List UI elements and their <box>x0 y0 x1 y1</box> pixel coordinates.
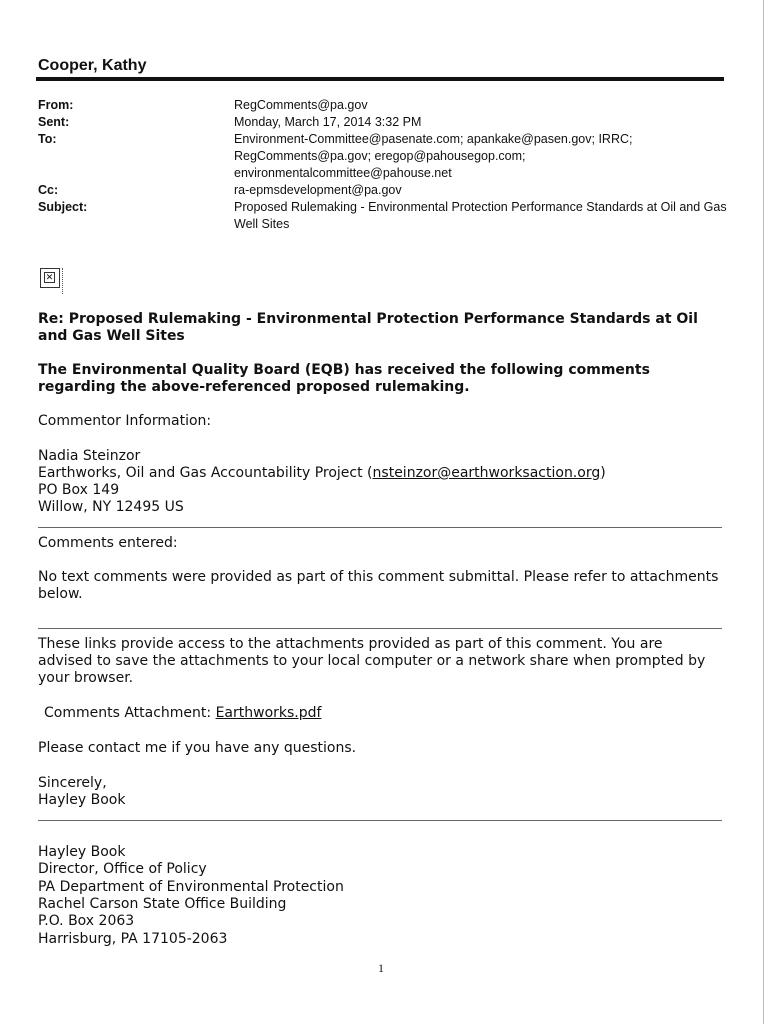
commentor-email-link[interactable]: nsteinzor@earthworksaction.org <box>372 465 601 481</box>
cc-label: Cc: <box>38 183 59 197</box>
attachment-line <box>44 705 321 722</box>
re-heading-line2: and Gas Well Sites <box>38 328 185 344</box>
section-divider <box>38 628 722 629</box>
sent-value: Monday, March 17, 2014 3:32 PM <box>234 115 422 129</box>
commentor-heading: Commentor Information: <box>38 413 212 429</box>
section-divider <box>38 527 722 528</box>
to-value-line1: Environment-Committee@pasenate.com; apankake@pasen.gov; IRRC; <box>234 132 633 146</box>
page-number: 1 <box>378 961 384 975</box>
sent-label: Sent: <box>38 115 70 129</box>
sender-name: Cooper, Kathy <box>38 57 147 74</box>
attachment-label: Comments Attachment: <box>44 705 216 721</box>
eqb-notice-line1: The Environmental Quality Board (EQB) has received the following comments <box>38 362 650 378</box>
to-value-line2: RegComments@pa.gov; eregop@pahousegop.com; <box>234 149 526 163</box>
signature-divider <box>38 820 722 821</box>
header-divider <box>36 77 724 81</box>
subject-value-line2: Well Sites <box>234 217 290 231</box>
links-notice-line1: These links provide access to the attachments provided as part of this comment. You are <box>38 636 663 652</box>
comments-heading: Comments entered: <box>38 535 178 551</box>
subject-value-line1: Proposed Rulemaking - Environmental Protection Performance Standards at Oil and Gas <box>234 200 727 214</box>
re-heading-line1: Re: Proposed Rulemaking - Environmental Protection Performance Standards at Oil <box>38 311 698 327</box>
image-placeholder-edge <box>62 268 66 294</box>
from-label: From: <box>38 98 74 112</box>
commentor-org <box>38 465 606 482</box>
signature-name: Hayley Book <box>38 844 126 860</box>
no-text-notice-line2: below. <box>38 586 83 602</box>
signature-city: Harrisburg, PA 17105-2063 <box>38 931 228 947</box>
commentor-po-box: PO Box 149 <box>38 482 120 498</box>
signature-building: Rachel Carson State Office Building <box>38 896 287 912</box>
commentor-org-close: ) <box>600 465 606 481</box>
commentor-name: Nadia Steinzor <box>38 448 141 464</box>
from-value: RegComments@pa.gov <box>234 98 368 112</box>
closing-name: Hayley Book <box>38 792 126 808</box>
to-label: To: <box>38 132 57 146</box>
commentor-city: Willow, NY 12495 US <box>38 499 184 515</box>
cc-value: ra-epmsdevelopment@pa.gov <box>234 183 402 197</box>
to-value-line3: environmentalcommittee@pahouse.net <box>234 166 452 180</box>
scan-edge <box>763 0 764 1024</box>
contact-text: Please contact me if you have any questions. <box>38 740 357 756</box>
signature-po-box: P.O. Box 2063 <box>38 913 135 929</box>
signature-title: Director, Office of Policy <box>38 861 207 877</box>
attachment-link[interactable]: Earthworks.pdf <box>215 705 322 721</box>
closing: Sincerely, <box>38 775 107 791</box>
links-notice-line2: advised to save the attachments to your local computer or a network share when prompted by <box>38 653 706 669</box>
subject-label: Subject: <box>38 200 88 214</box>
commentor-org-text: Earthworks, Oil and Gas Accountability Project ( <box>38 465 373 481</box>
broken-image-icon: ✕ <box>40 268 60 288</box>
links-notice-line3: your browser. <box>38 670 134 686</box>
no-text-notice-line1: No text comments were provided as part of this comment submittal. Please refer to attachments <box>38 569 719 585</box>
eqb-notice-line2: regarding the above-referenced proposed rulemaking. <box>38 379 470 395</box>
signature-department: PA Department of Environmental Protection <box>38 879 344 895</box>
